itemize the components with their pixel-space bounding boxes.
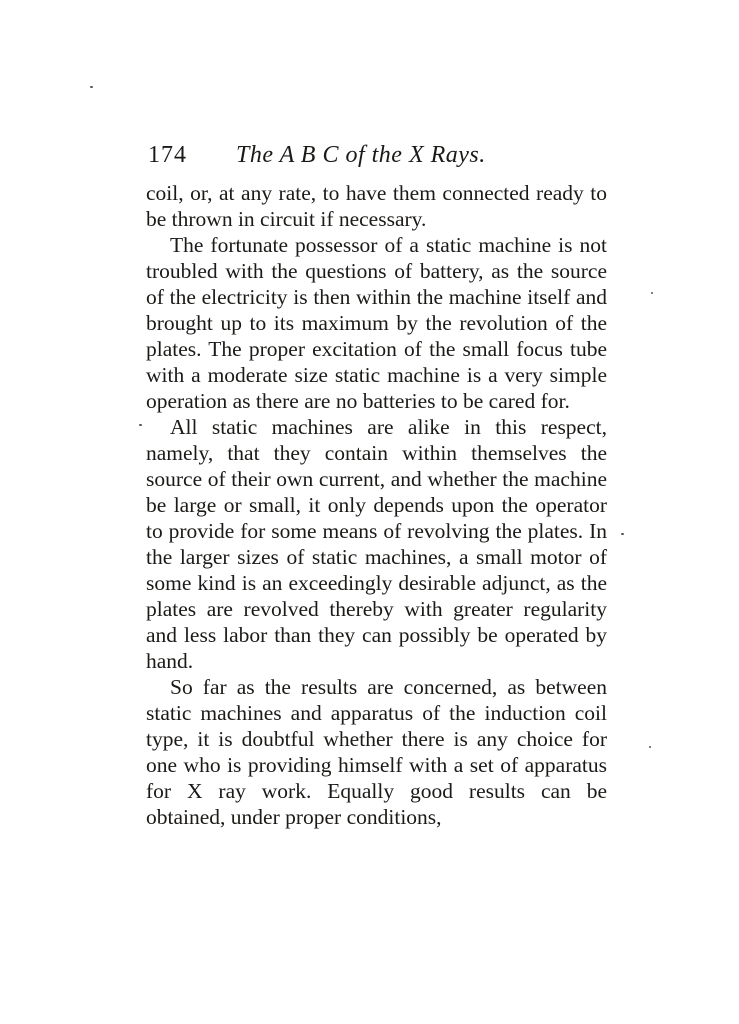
page-header bbox=[148, 142, 608, 176]
running-title: The A B C of the X Rays. bbox=[236, 142, 486, 168]
paper-speck bbox=[90, 86, 93, 88]
paragraph: The fortunate possessor of a static machine is not troubled with the questions of battery, as the source of the electricity is then within the machine itself and brought up to its maximum by the revolution of the plates. The proper excitation of the small focus tube with a moderate size static machine is a very simple operation as there are no batteries to be cared for. bbox=[146, 233, 607, 413]
page-number: 174 bbox=[148, 142, 187, 168]
paper-speck bbox=[621, 533, 624, 535]
paragraph-continued: coil, or, at any rate, to have them connected ready to be thrown in circuit if necessary. bbox=[146, 181, 607, 231]
paragraph: All static machines are alike in this respect, namely, that they contain within themselves the source of their own current, and whether the machine be large or small, it only depends upon the operator to provide for some means of revolving the plates. In the larger sizes of static machines, a small motor of some kind is an exceedingly desirable adjunct, as the plates are revolved thereby with greater regularity and less labor than they can possibly be operated by hand. bbox=[146, 415, 607, 673]
body-text bbox=[146, 180, 607, 830]
paper-speck bbox=[649, 746, 651, 748]
paper-speck bbox=[139, 424, 142, 426]
paper-speck bbox=[651, 292, 653, 294]
paragraph: So far as the results are concerned, as between static machines and apparatus of the induction coil type, it is doubtful whether there is any choice for one who is providing himself with a set of apparatus for X ray work. Equally good results can be obtained, under proper conditions, bbox=[146, 675, 607, 829]
